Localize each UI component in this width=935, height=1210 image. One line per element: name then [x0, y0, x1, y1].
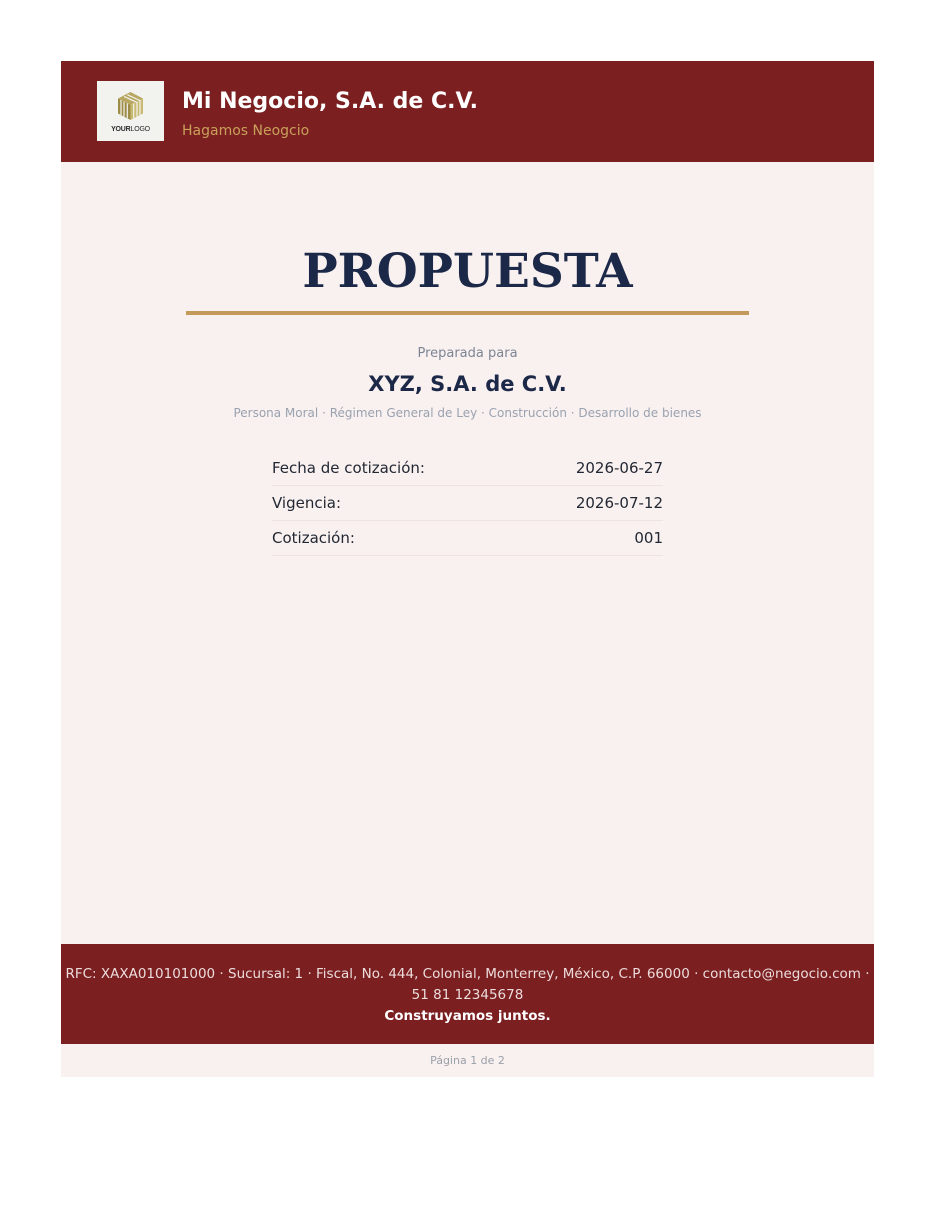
- proposal-page: [61, 61, 874, 1077]
- client-name: XYZ, S.A. de C.V.: [368, 372, 567, 396]
- company-tagline: Hagamos Neogcio: [182, 123, 310, 139]
- title-divider: [186, 311, 749, 315]
- detail-value: 2026-07-12: [575, 494, 663, 512]
- footer-contact-line-1: RFC: XAXA010101000 · Sucursal: 1 · Fiscal, No. 444, Colonial, Monterrey, México, C.P. 66000 · contacto@negocio.com ·: [65, 966, 870, 982]
- footer-contact-line-2: 51 81 12345678: [411, 987, 524, 1003]
- detail-label: Cotización:: [272, 529, 355, 547]
- page-number: Página 1 de 2: [430, 1054, 505, 1067]
- detail-value: 001: [634, 529, 663, 547]
- detail-label: Vigencia:: [272, 494, 342, 512]
- client-details: Persona Moral · Régimen General de Ley · Construcción · Desarrollo de bienes: [233, 406, 702, 420]
- company-logo: [97, 81, 164, 141]
- detail-row-validity: [272, 486, 663, 521]
- detail-row-quote-number: [272, 521, 663, 556]
- company-name: Mi Negocio, S.A. de C.V.: [182, 89, 479, 114]
- logo-text: YOURLOGO: [111, 126, 150, 133]
- logo-cube-icon: [115, 90, 146, 122]
- detail-row-quote-date: [272, 451, 663, 486]
- detail-value: 2026-06-27: [575, 459, 663, 477]
- quote-details-table: [272, 451, 663, 556]
- prepared-for-label: Preparada para: [417, 346, 518, 361]
- footer-motto: Construyamos juntos.: [384, 1008, 551, 1024]
- page-header: [61, 61, 874, 162]
- detail-label: Fecha de cotización:: [272, 459, 425, 477]
- document-title: PROPUESTA: [302, 244, 633, 299]
- footer-contact-info: [61, 964, 874, 1006]
- page-footer: [61, 944, 874, 1044]
